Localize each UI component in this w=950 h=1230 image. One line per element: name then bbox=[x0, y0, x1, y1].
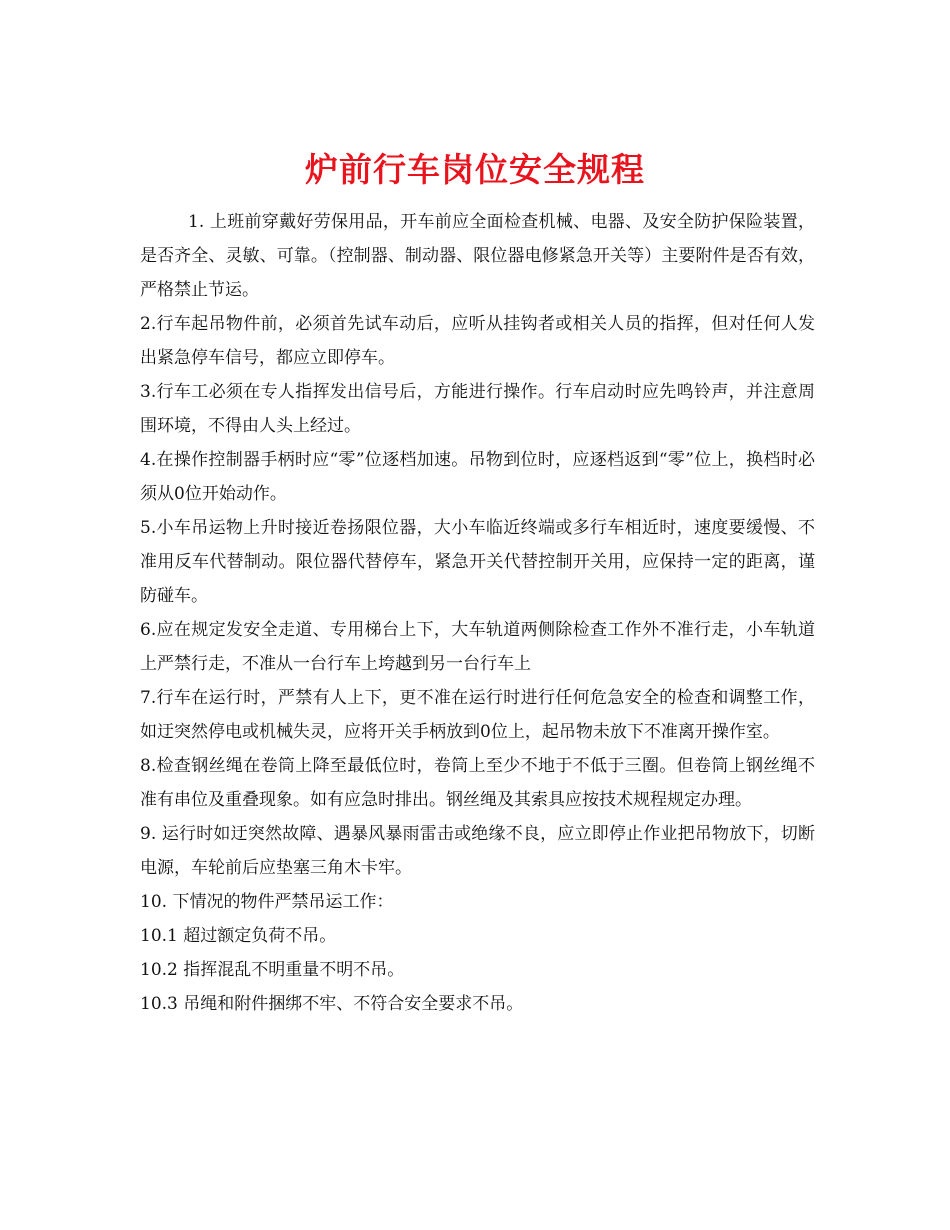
paragraph-4: 4.在操作控制器手柄时应“零”位逐档加速。吊物到位时，应逐档返到“零”位上，换档时必须从0位开始动作。 bbox=[140, 450, 815, 504]
paragraph-2: 2.行车起吊物件前，必须首先试车动后，应听从挂钩者或相关人员的指挥，但对任何人发出紧急停车信号，都应立即停车。 bbox=[140, 314, 815, 368]
paragraph-7: 7.行车在运行时，严禁有人上下，更不准在运行时进行任何危急安全的检查和调整工作，如迂突然停电或机械失灵，应将开关手柄放到0位上，起吊物未放下不准离开操作室。 bbox=[140, 688, 815, 742]
paragraph-10-1: 10.1 超过额定负荷不吊。 bbox=[140, 926, 337, 946]
paragraph-6: 6.应在规定发安全走道、专用梯台上下，大车轨道两侧除检查工作外不准行走，小车轨道上严禁行走，不准从一台行车上垮越到另一台行车上 bbox=[140, 620, 815, 674]
document-title: 炉前行车岗位安全规程 bbox=[305, 150, 645, 190]
paragraph-10-3: 10.3 吊绳和附件捆绑不牢、不符合安全要求不吊。 bbox=[140, 994, 524, 1014]
paragraph-3: 3.行车工必须在专人指挥发出信号后，方能进行操作。行车启动时应先鸣铃声，并注意周围环境，不得由人头上经过。 bbox=[140, 382, 815, 436]
document-body bbox=[140, 205, 815, 1021]
paragraph-10: 10. 下情况的物件严禁吊运工作： bbox=[140, 892, 394, 912]
paragraph-8: 8.检查钢丝绳在卷筒上降至最低位时，卷筒上至少不地于不低于三圈。但卷筒上钢丝绳不准有串位及重叠现象。如有应急时排出。钢丝绳及其索具应按技术规程规定办理。 bbox=[140, 756, 815, 810]
paragraph-10-2: 10.2 指挥混乱不明重量不明不吊。 bbox=[140, 960, 405, 980]
paragraph-9: 9. 运行时如迂突然故障、遇暴风暴雨雷击或绝缘不良，应立即停止作业把吊物放下，切断电源，车轮前后应垫塞三角木卡牢。 bbox=[140, 824, 815, 878]
paragraph-1: 1. 上班前穿戴好劳保用品，开车前应全面检查机械、电器、及安全防护保险装置，是否齐全、灵敏、可靠。（控制器、制动器、限位器电修紧急开关等）主要附件是否有效，严格禁止节运。 bbox=[140, 212, 815, 300]
paragraph-5: 5.小车吊运物上升时接近卷扬限位器，大小车临近终端或多行车相近时，速度要缓慢、不准用反车代替制动。限位器代替停车，紧急开关代替控制开关用，应保持一定的距离，谨防碰车。 bbox=[140, 518, 815, 606]
